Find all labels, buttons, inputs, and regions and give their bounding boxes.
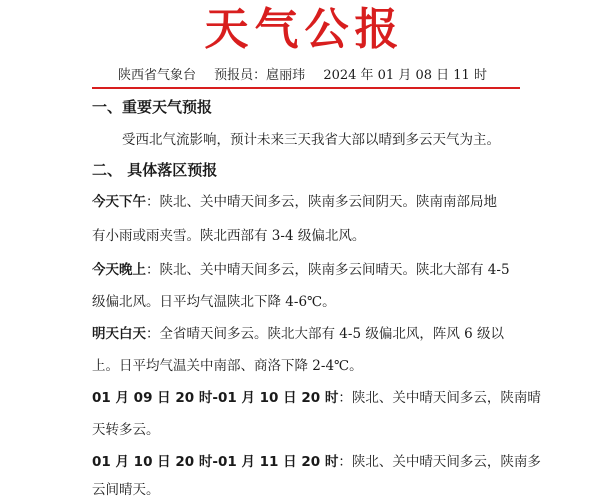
- bulletin-title: 天气公报: [204, 4, 405, 55]
- forecast-period-label: 今天下午: [92, 194, 146, 210]
- forecast-text: 有小雨或雨夹雪。陕北西部有 3-4 级偏北风。: [92, 228, 366, 244]
- forecast-period-label: 01 月 09 日 20 时-01 月 10 日 20 时: [92, 390, 339, 406]
- forecast-item-line: [92, 324, 522, 344]
- forecast-text: ：全省晴天间多云。陕北大部有 4-5 级偏北风，阵风 6 级以: [146, 326, 504, 342]
- bulletin-meta: [118, 68, 501, 84]
- agency-name: 陕西省气象台: [118, 68, 197, 83]
- section-1-heading: 一、重要天气预报: [92, 98, 213, 116]
- forecast-period-label: 01 月 10 日 20 时-01 月 11 日 20 时: [92, 454, 339, 470]
- forecast-text: 天转多云。: [92, 422, 160, 438]
- forecast-item-line: [92, 192, 522, 212]
- section-1-text: 受西北气流影响，预计未来三天我省大部以晴到多云天气为主。: [122, 132, 500, 148]
- forecast-text: 上。日平均气温关中南部、商洛下降 2-4℃。: [92, 358, 363, 374]
- forecast-text: ：陕北、关中晴天间多云，陕南晴: [338, 390, 541, 406]
- section-2-heading: 二、 具体落区预报: [92, 161, 218, 179]
- forecast-item-line: [92, 260, 522, 280]
- forecast-text: 级偏北风。日平均气温陕北下降 4-6℃。: [92, 294, 336, 310]
- forecast-text: ：陕北、关中晴天间多云，陕南多: [338, 454, 541, 470]
- forecast-text: 云间晴天。: [92, 482, 160, 498]
- forecast-period-label: 今天晚上: [92, 262, 146, 278]
- forecast-item-line: [92, 452, 541, 472]
- forecast-text: ：陕北、关中晴天间多云，陕南多云间阴天。陕南南部局地: [146, 194, 497, 210]
- forecast-item-line: [92, 388, 541, 408]
- header-divider: [92, 87, 520, 89]
- forecaster-name: 预报员：扈丽玮: [214, 68, 306, 83]
- forecast-period-label: 明天白天: [92, 326, 146, 342]
- forecast-text: ：陕北、关中晴天间多云，陕南多云间晴天。陕北大部有 4-5: [146, 262, 510, 278]
- issue-time: 2024 年 01 月 08 日 11 时: [323, 68, 487, 83]
